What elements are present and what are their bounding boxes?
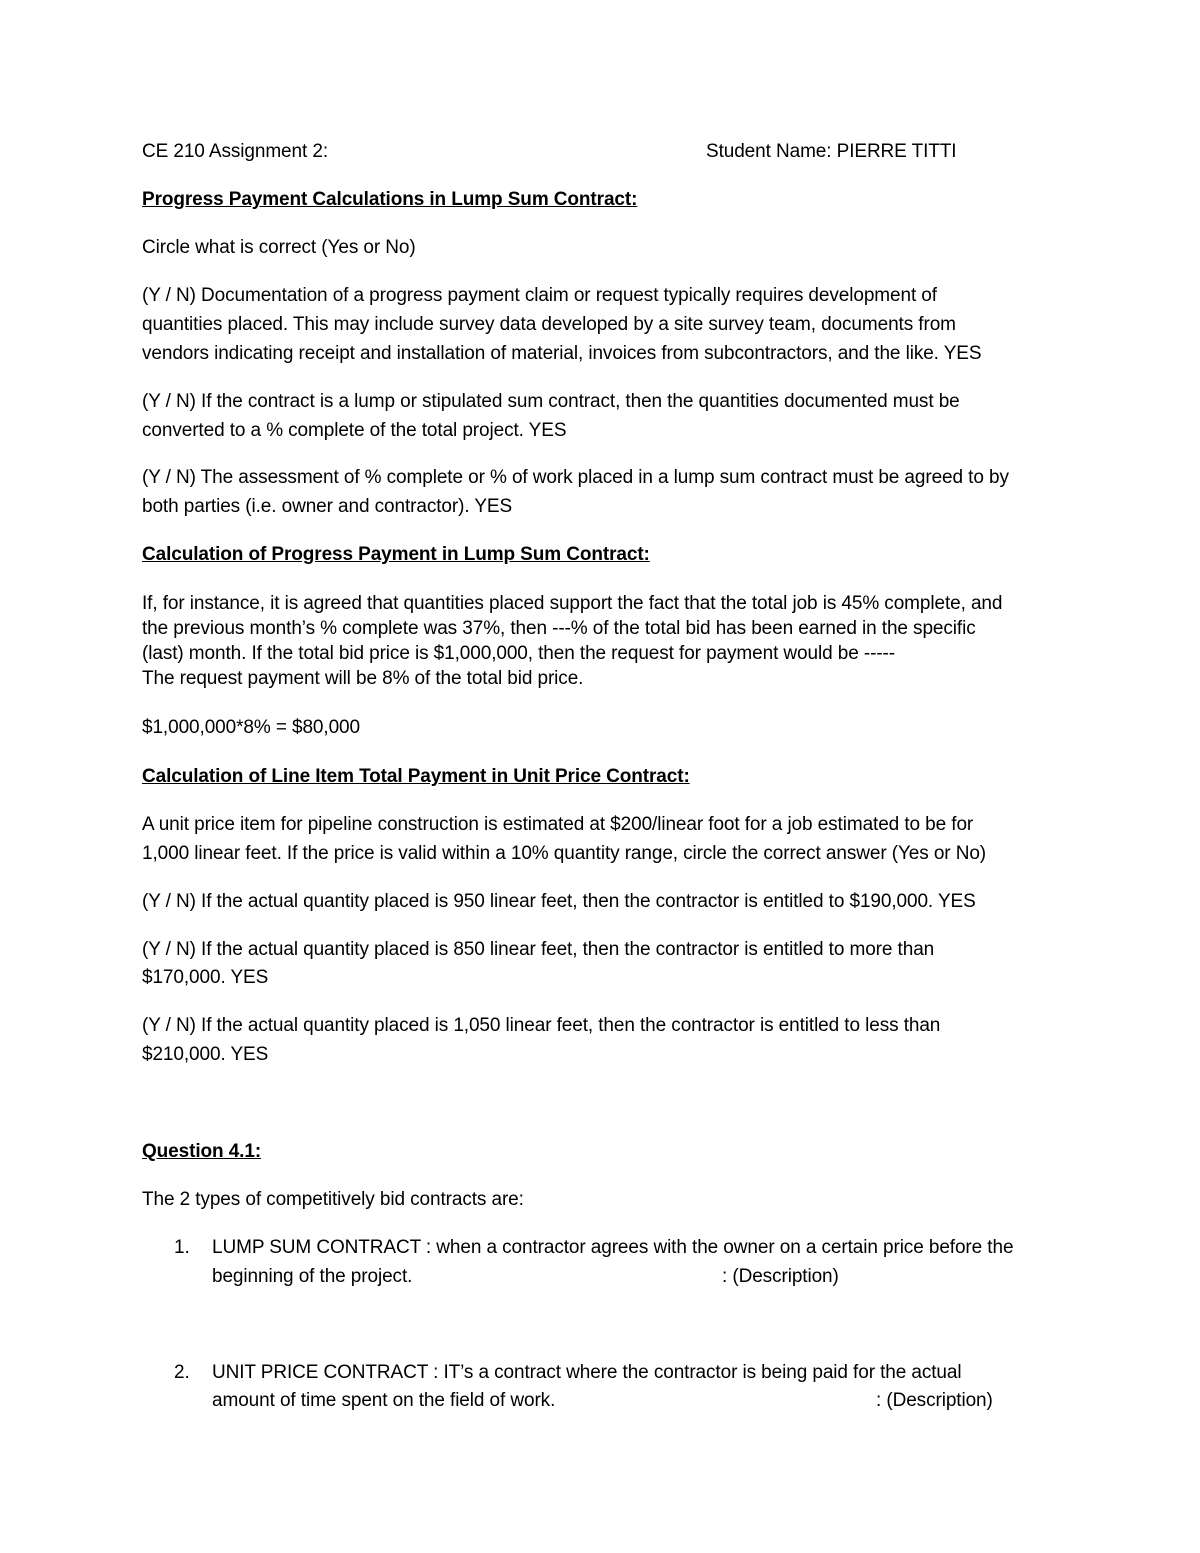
paragraph-line: the previous month’s % complete was 37%, then ---% of the total bid has been earned in the specific	[142, 618, 976, 639]
intro-text: The 2 types of competitively bid contracts are:	[142, 1189, 524, 1210]
list-item-line: UNIT PRICE CONTRACT : IT’s a contract where the contractor is being paid for the actual	[212, 1362, 962, 1383]
question-line: $210,000. YES	[142, 1044, 269, 1065]
instruction-text: Circle what is correct (Yes or No)	[142, 237, 416, 258]
section-heading-lump-sum-calculation: Calculation of Progress Payment in Lump Sum Contract:	[142, 544, 650, 565]
question-line: (Y / N) If the actual quantity placed is 850 linear feet, then the contractor is entitled to more than	[142, 939, 935, 960]
paragraph-line: A unit price item for pipeline construction is estimated at $200/linear foot for a job estimated to be for	[142, 814, 974, 835]
course-title: CE 210 Assignment 2:	[142, 141, 328, 162]
question-line: $170,000. YES	[142, 967, 269, 988]
question-line: (Y / N) If the actual quantity placed is 1,050 linear feet, then the contractor is entitled to less than	[142, 1015, 941, 1036]
list-item-line: amount of time spent on the field of work.	[212, 1390, 556, 1411]
description-tag: : (Description)	[722, 1266, 839, 1287]
question-line: both parties (i.e. owner and contractor). YES	[142, 496, 513, 517]
question-line: converted to a % complete of the total project. YES	[142, 420, 567, 441]
paragraph-line: If, for instance, it is agreed that quantities placed support the fact that the total job is 45% complete, and	[142, 593, 1003, 614]
question-line: vendors indicating receipt and installation of material, invoices from subcontractors, and the like. YES	[142, 343, 982, 364]
list-number: 2.	[174, 1362, 190, 1383]
student-name: Student Name: PIERRE TITTI	[706, 141, 957, 162]
description-tag: : (Description)	[876, 1390, 993, 1411]
paragraph-line: (last) month. If the total bid price is $1,000,000, then the request for payment would be -----	[142, 643, 896, 664]
list-item-line: beginning of the project.	[212, 1266, 413, 1287]
list-number: 1.	[174, 1237, 190, 1258]
section-heading-question-4-1: Question 4.1:	[142, 1141, 262, 1162]
formula-line: $1,000,000*8% = $80,000	[142, 717, 360, 738]
paragraph-line: The request payment will be 8% of the total bid price.	[142, 668, 584, 689]
question-line: (Y / N) If the actual quantity placed is 950 linear feet, then the contractor is entitled to $190,000. YES	[142, 891, 976, 912]
paragraph-line: 1,000 linear feet. If the price is valid within a 10% quantity range, circle the correct answer (Yes or No)	[142, 843, 987, 864]
section-heading-unit-price-calculation: Calculation of Line Item Total Payment in Unit Price Contract:	[142, 766, 690, 787]
section-heading-progress-payment: Progress Payment Calculations in Lump Sum Contract:	[142, 189, 638, 210]
question-line: quantities placed. This may include survey data developed by a site survey team, documents from	[142, 314, 956, 335]
question-line: (Y / N) The assessment of % complete or % of work placed in a lump sum contract must be agreed to by	[142, 467, 1009, 488]
list-item-line: LUMP SUM CONTRACT : when a contractor agrees with the owner on a certain price before the	[212, 1237, 1014, 1258]
question-line: (Y / N) Documentation of a progress payment claim or request typically requires development of	[142, 285, 937, 306]
question-line: (Y / N) If the contract is a lump or stipulated sum contract, then the quantities documented must be	[142, 391, 960, 412]
